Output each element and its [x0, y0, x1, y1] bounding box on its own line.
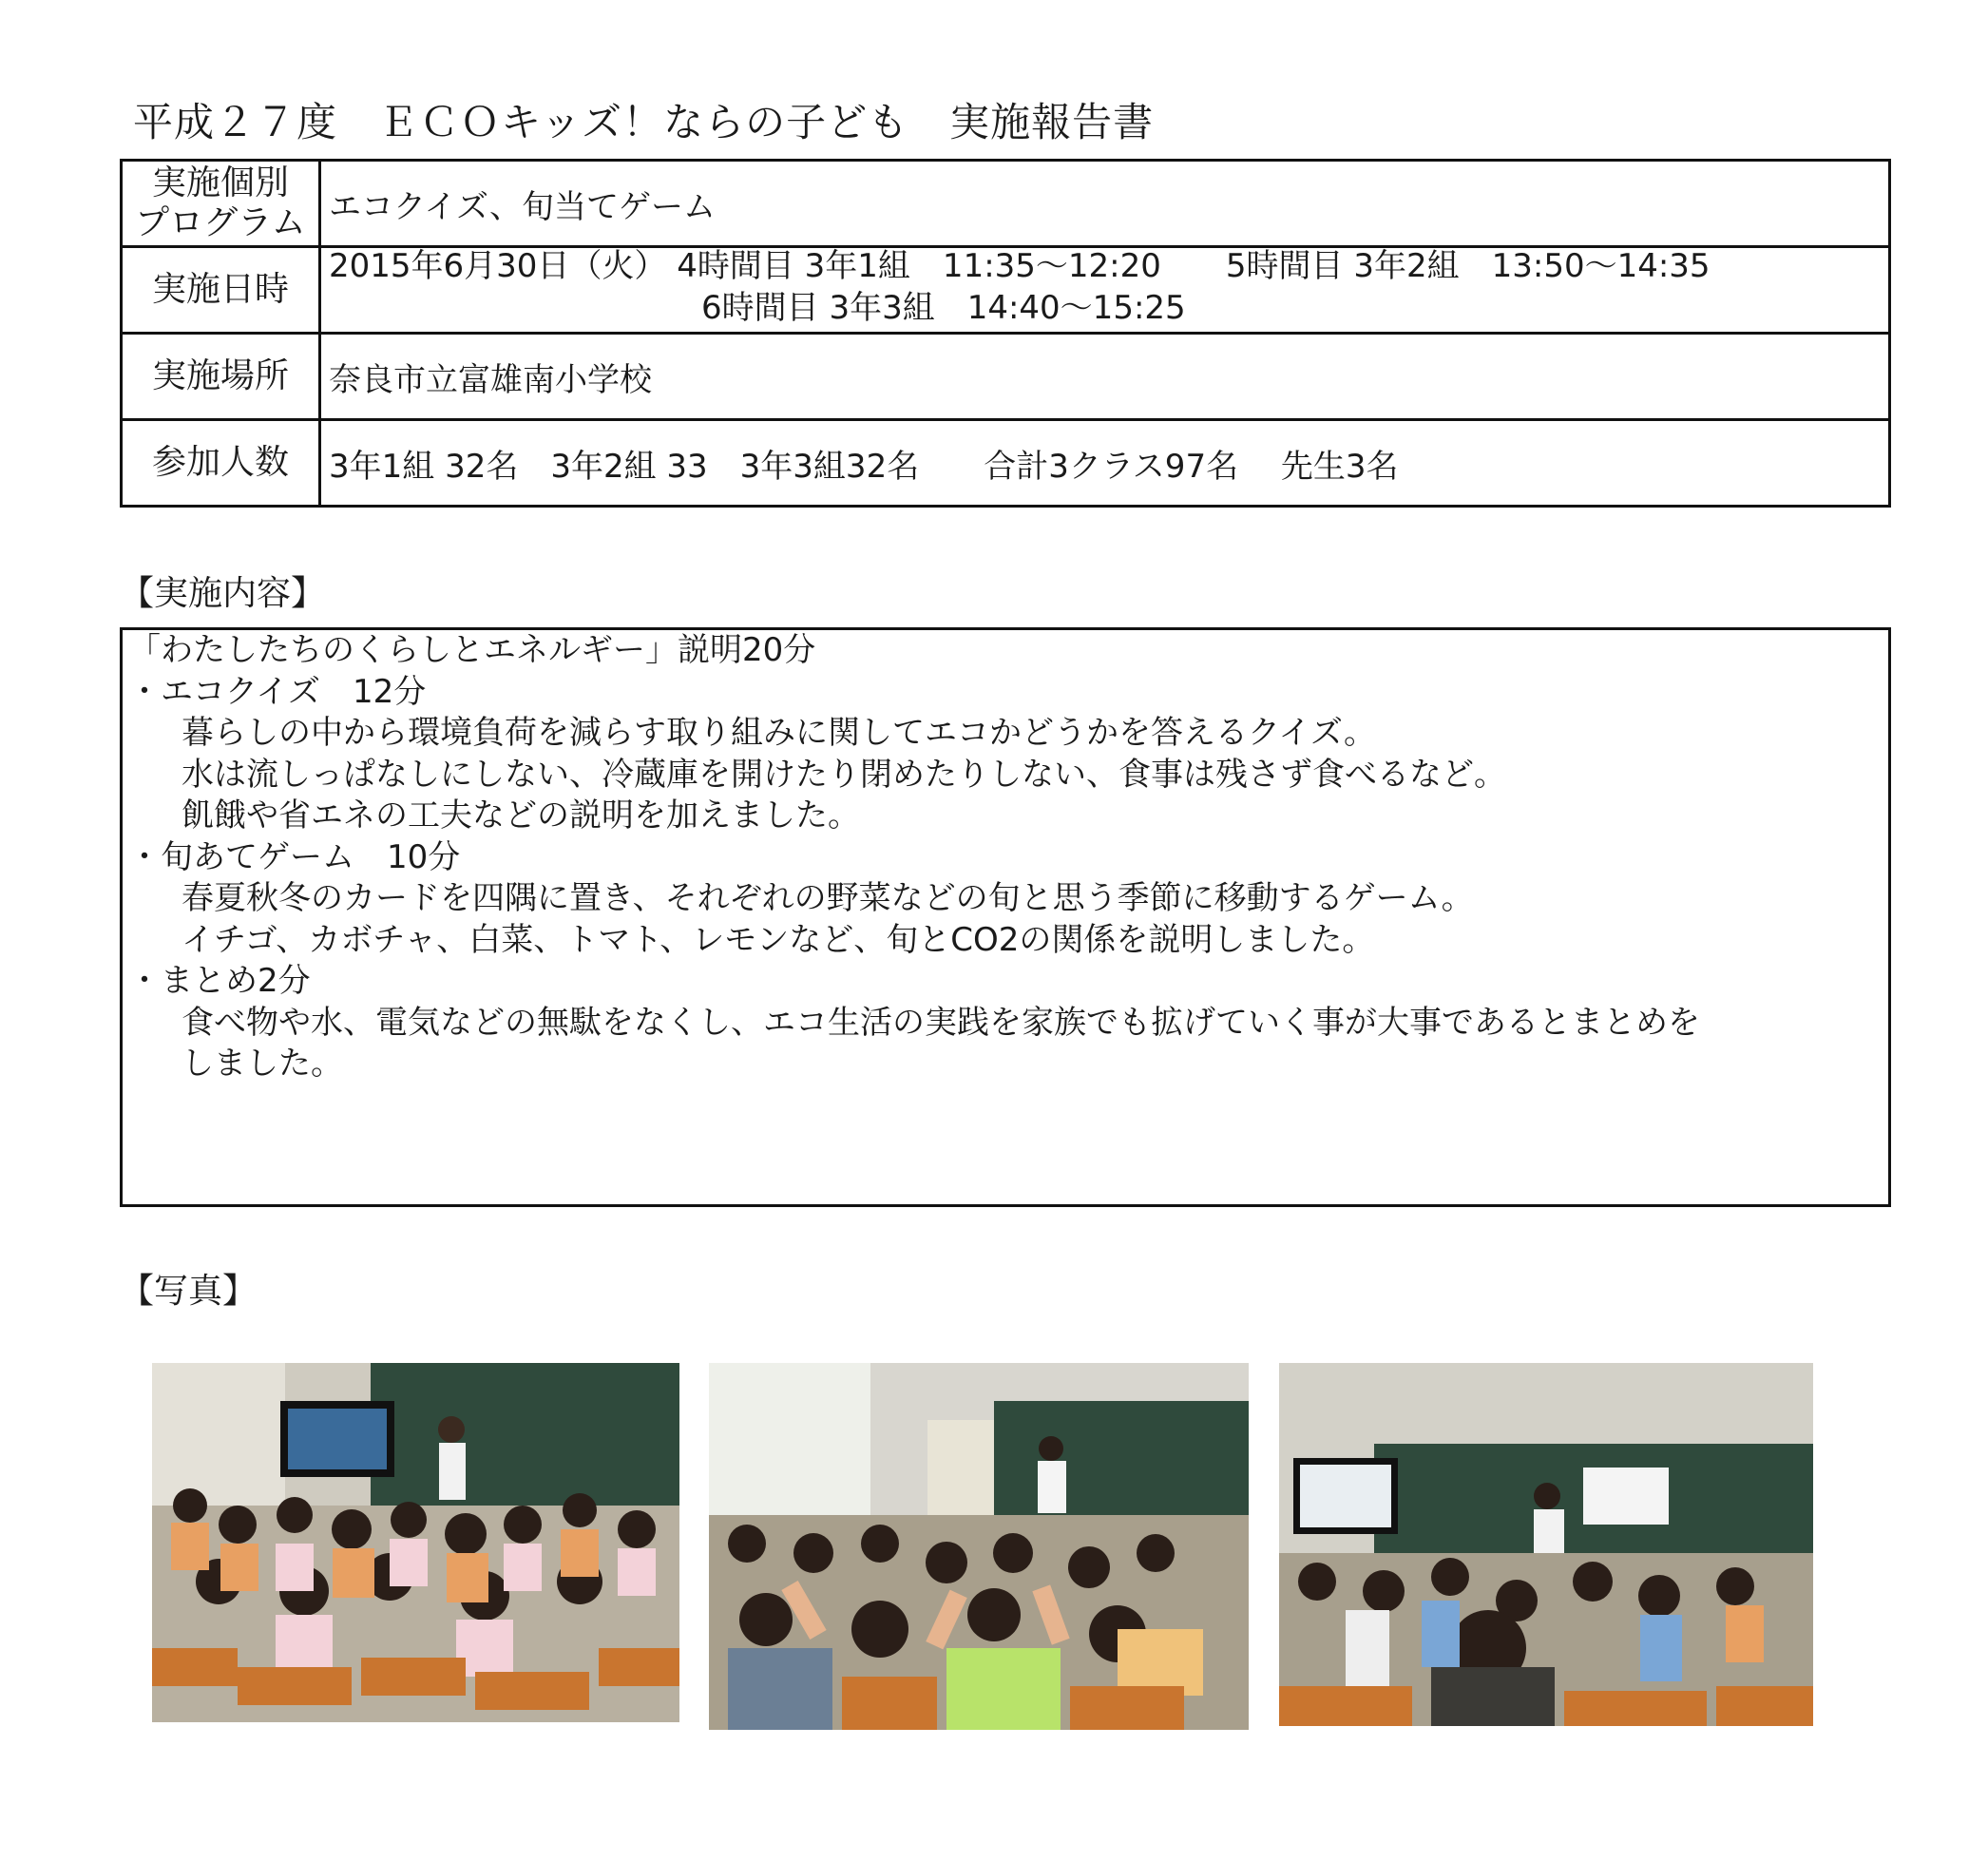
- count-label: 参加人数: [122, 420, 320, 507]
- program-label-line2: プログラム: [135, 203, 306, 242]
- date-line1: 2015年6月30日（火） 4時間目 3年1組 11:35～12:20 5時間目 3年2組 13:50～14:35: [329, 247, 1711, 285]
- content-line: 水は流しっぱなしにしない、冷蔵庫を開けたり閉めたりしない、食事は残さず食べるなど。: [182, 755, 1506, 794]
- place-value: 奈良市立富雄南小学校: [320, 334, 1890, 420]
- content-line: イチゴ、カボチャ、白菜、トマト、レモンなど、旬とCO2の関係を説明しました。: [182, 920, 1375, 959]
- content-line: ・旬あてゲーム 10分: [128, 837, 461, 876]
- info-row-count: [122, 420, 1890, 507]
- classroom-photo-3: [1279, 1363, 1813, 1726]
- content-line: 「わたしたちのくらしとエネルギー」説明20分: [128, 631, 816, 669]
- info-row-place: [122, 334, 1890, 420]
- photo-heading: 【写真】: [120, 1272, 258, 1311]
- date-value: [320, 247, 1890, 334]
- info-table: [120, 159, 1891, 508]
- classroom-photo-1: [152, 1363, 679, 1722]
- content-box: [120, 627, 1891, 1207]
- date-line2: 6時間目 3年3組 14:40～15:25: [701, 289, 1186, 327]
- content-line: 飢餓や省エネの工夫などの説明を加えました。: [182, 796, 860, 835]
- count-value: 3年1組 32名 3年2組 33 3年3組32名 合計3クラス97名 先生3名: [320, 420, 1890, 507]
- info-row-date: [122, 247, 1890, 334]
- content-line: しました。: [182, 1045, 343, 1083]
- content-line: 食べ物や水、電気などの無駄をなくし、エコ生活の実践を家族でも拡げていく事が大事であるとまとめを: [182, 1003, 1700, 1042]
- content-line: 暮らしの中から環境負荷を減らす取り組みに関してエコかどうかを答えるクイズ。: [182, 714, 1376, 752]
- program-label-line1: 実施個別: [151, 163, 289, 202]
- program-label: [122, 161, 320, 247]
- content-heading: 【実施内容】: [120, 574, 326, 613]
- content-line: ・エコクイズ 12分: [128, 672, 427, 711]
- date-label: 実施日時: [122, 247, 320, 334]
- place-label: 実施場所: [122, 334, 320, 420]
- content-line: 春夏秋冬のカードを四隅に置き、それぞれの野菜などの旬と思う季節に移動するゲーム。: [182, 879, 1474, 917]
- program-value: エコクイズ、旬当てゲーム: [320, 161, 1890, 247]
- page-title: 平成２７度 ＥＣＯキッズ！ならの子ども 実施報告書: [133, 99, 1155, 145]
- classroom-photo-2: [709, 1363, 1249, 1730]
- content-line: ・まとめ2分: [128, 962, 311, 1000]
- info-row-program: [122, 161, 1890, 247]
